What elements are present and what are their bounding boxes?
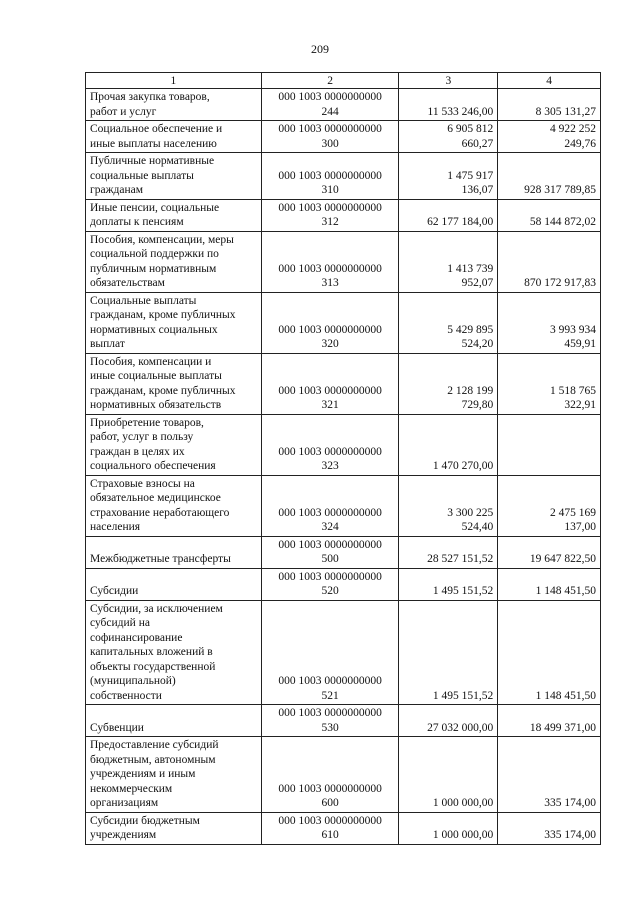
table-row [86, 568, 601, 600]
table-row [86, 812, 601, 844]
page-number: 209 [311, 42, 329, 56]
table-row [86, 353, 601, 414]
column-header-3: 3 [399, 73, 498, 89]
row-code-cell: 000 1003 0000000000 313 [261, 231, 399, 292]
row-name-cell: Пособия, компенсации, меры социальной поддержки по публичным нормативным обязательствам [86, 231, 262, 292]
row-value-col3-cell: 1 495 151,52 [399, 600, 498, 705]
table-row [86, 89, 601, 121]
row-code-cell: 000 1003 0000000000 530 [261, 705, 399, 737]
table-row [86, 292, 601, 353]
table-row [86, 737, 601, 813]
row-value-col3-cell: 1 413 739 952,07 [399, 231, 498, 292]
row-value-col3-cell: 1 495 151,52 [399, 568, 498, 600]
row-name-cell: Прочая закупка товаров, работ и услуг [86, 89, 262, 121]
row-name-cell: Приобретение товаров, работ, услуг в пользу граждан в целях их социального обеспечения [86, 414, 262, 475]
row-code-cell: 000 1003 0000000000 521 [261, 600, 399, 705]
row-name-cell: Субвенции [86, 705, 262, 737]
row-value-col3-cell: 62 177 184,00 [399, 199, 498, 231]
row-value-col3-cell: 28 527 151,52 [399, 536, 498, 568]
table-row [86, 153, 601, 200]
row-name-cell: Пособия, компенсации и иные социальные выплаты гражданам, кроме публичных нормативных обязательств [86, 353, 262, 414]
row-value-col4-cell: 18 499 371,00 [498, 705, 601, 737]
row-value-col4-cell: 1 148 451,50 [498, 600, 601, 705]
row-code-cell: 000 1003 0000000000 244 [261, 89, 399, 121]
row-value-col4-cell: 1 148 451,50 [498, 568, 601, 600]
row-value-col4-cell [498, 414, 601, 475]
table-row [86, 414, 601, 475]
row-code-cell: 000 1003 0000000000 600 [261, 737, 399, 813]
row-value-col4-cell: 3 993 934 459,91 [498, 292, 601, 353]
row-code-cell: 000 1003 0000000000 610 [261, 812, 399, 844]
row-value-col3-cell: 1 470 270,00 [399, 414, 498, 475]
row-name-cell: Страховые взносы на обязательное медицинское страхование неработающего населения [86, 475, 262, 536]
row-value-col4-cell: 1 518 765 322,91 [498, 353, 601, 414]
column-header-2: 2 [261, 73, 399, 89]
row-name-cell: Социальное обеспечение и иные выплаты населению [86, 121, 262, 153]
row-value-col4-cell: 335 174,00 [498, 737, 601, 813]
row-code-cell: 000 1003 0000000000 310 [261, 153, 399, 200]
row-value-col3-cell: 6 905 812 660,27 [399, 121, 498, 153]
row-value-col3-cell: 5 429 895 524,20 [399, 292, 498, 353]
row-name-cell: Субсидии [86, 568, 262, 600]
table-row [86, 121, 601, 153]
row-name-cell: Публичные нормативные социальные выплаты гражданам [86, 153, 262, 200]
column-header-1: 1 [86, 73, 262, 89]
row-code-cell: 000 1003 0000000000 500 [261, 536, 399, 568]
row-value-col3-cell: 2 128 199 729,80 [399, 353, 498, 414]
row-name-cell: Субсидии, за исключением субсидий на софинансирование капитальных вложений в объекты государственной (муниципальной) собственности [86, 600, 262, 705]
table-row [86, 475, 601, 536]
row-value-col4-cell: 870 172 917,83 [498, 231, 601, 292]
table-row [86, 199, 601, 231]
row-code-cell: 000 1003 0000000000 520 [261, 568, 399, 600]
budget-table [85, 72, 601, 845]
table-row [86, 231, 601, 292]
row-value-col3-cell: 1 000 000,00 [399, 812, 498, 844]
row-name-cell: Иные пенсии, социальные доплаты к пенсиям [86, 199, 262, 231]
row-name-cell: Социальные выплаты гражданам, кроме публичных нормативных социальных выплат [86, 292, 262, 353]
row-name-cell: Субсидии бюджетным учреждениям [86, 812, 262, 844]
row-value-col4-cell: 58 144 872,02 [498, 199, 601, 231]
row-code-cell: 000 1003 0000000000 320 [261, 292, 399, 353]
row-code-cell: 000 1003 0000000000 300 [261, 121, 399, 153]
column-header-4: 4 [498, 73, 601, 89]
table-header-row [86, 73, 601, 89]
row-value-col3-cell: 1 000 000,00 [399, 737, 498, 813]
row-name-cell: Предоставление субсидий бюджетным, автономным учреждениям и иным некоммерческим организациям [86, 737, 262, 813]
row-value-col3-cell: 1 475 917 136,07 [399, 153, 498, 200]
row-value-col4-cell: 4 922 252 249,76 [498, 121, 601, 153]
row-value-col3-cell: 3 300 225 524,40 [399, 475, 498, 536]
table-row [86, 600, 601, 705]
row-code-cell: 000 1003 0000000000 323 [261, 414, 399, 475]
row-value-col4-cell: 19 647 822,50 [498, 536, 601, 568]
row-value-col4-cell: 335 174,00 [498, 812, 601, 844]
row-code-cell: 000 1003 0000000000 324 [261, 475, 399, 536]
row-value-col4-cell: 2 475 169 137,00 [498, 475, 601, 536]
row-code-cell: 000 1003 0000000000 312 [261, 199, 399, 231]
row-value-col4-cell: 8 305 131,27 [498, 89, 601, 121]
row-name-cell: Межбюджетные трансферты [86, 536, 262, 568]
row-value-col3-cell: 27 032 000,00 [399, 705, 498, 737]
row-value-col3-cell: 11 533 246,00 [399, 89, 498, 121]
table-row [86, 705, 601, 737]
row-value-col4-cell: 928 317 789,85 [498, 153, 601, 200]
row-code-cell: 000 1003 0000000000 321 [261, 353, 399, 414]
table-row [86, 536, 601, 568]
